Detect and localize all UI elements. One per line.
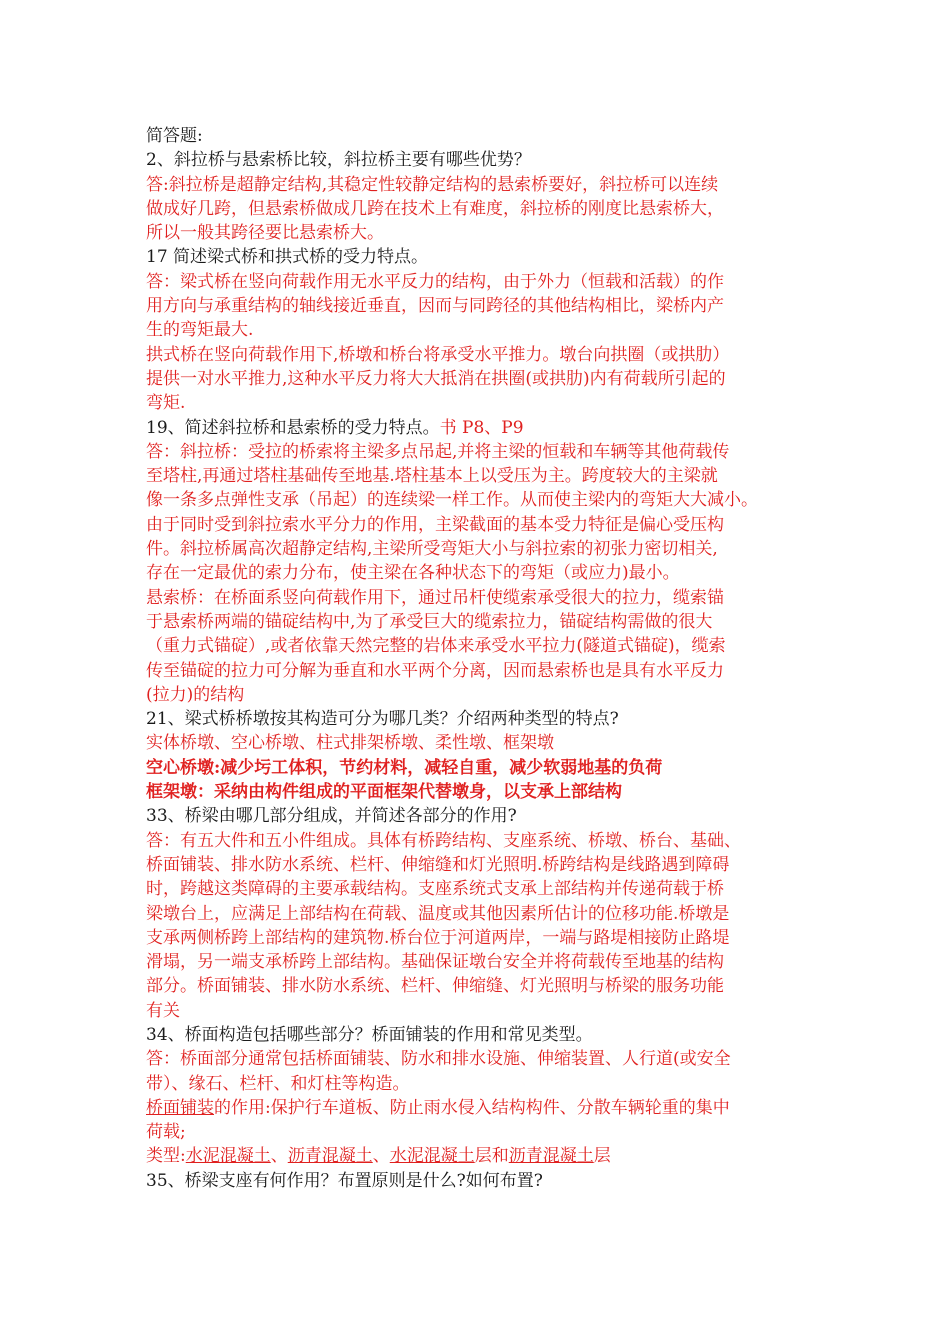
answer-33-line: 支承两侧桥跨上部结构的建筑物.桥台位于河道两岸，一端与路堤相接防止路堤 bbox=[146, 927, 730, 948]
answer-19-line: （重力式锚碇）,或者依靠天然完整的岩体来承受水平拉力(隧道式锚碇)，缆索 bbox=[146, 636, 726, 657]
answer-2-line: 做成好几跨，但悬索桥做成几跨在技术上有难度，斜拉桥的刚度比悬索桥大， bbox=[146, 198, 724, 219]
types-prefix: 类型: bbox=[146, 1146, 186, 1167]
section-heading: 简答题: bbox=[146, 126, 203, 146]
type-separator: 、 bbox=[270, 1146, 288, 1167]
question-21: 21、梁式桥桥墩按其构造可分为哪几类？介绍两种类型的特点? bbox=[146, 709, 619, 730]
answer-19-line: 答：斜拉桥：受拉的桥索将主梁多点吊起,并将主梁的恒载和车辆等其他荷载传 bbox=[146, 441, 730, 462]
answer-17-line: 提供一对水平推力,这种水平反力将大大抵消在拱圈(或拱肋)内有荷载所引起的 bbox=[146, 368, 726, 389]
answer-19-line: 存在一定最优的索力分布，使主梁在各种状态下的弯矩（或应力)最小。 bbox=[146, 563, 680, 584]
answer-2-line: 答:斜拉桥是超静定结构,其稳定性较静定结构的悬索桥要好，斜拉桥可以连续 bbox=[146, 174, 719, 195]
term-deck-pavement: 桥面铺装 bbox=[146, 1097, 214, 1118]
answer-33-line: 桥面铺装、排水防水系统、栏杆、伸缩缝和灯光照明.桥跨结构是线路遇到障碍 bbox=[146, 854, 730, 875]
type-suffix: 层 bbox=[593, 1146, 611, 1167]
question-2: 2、斜拉桥与悬索桥比较，斜拉桥主要有哪些优势？ bbox=[146, 150, 531, 171]
answer-33-line: 部分。桥面铺装、排水防水系统、栏杆、伸缩缝、灯光照明与桥梁的服务功能 bbox=[146, 976, 724, 997]
question-35: 35、桥梁支座有何作用？布置原则是什么?如何布置? bbox=[146, 1170, 543, 1191]
answer-34-types-line bbox=[146, 1144, 818, 1168]
answer-33-line: 答：有五大件和五小件组成。具体有桥跨结构、支座系统、桥墩、桥台、基础、 bbox=[146, 830, 741, 851]
answer-19-line: 至塔柱,再通过塔柱基础传至地基.塔柱基本上以受压为主。跨度较大的主梁就 bbox=[146, 466, 718, 487]
answer-34-role-line bbox=[146, 1096, 818, 1120]
answer-33-line: 滑塌，另一端支承桥跨上部结构。基础保证墩台安全并将荷载传至地基的结构 bbox=[146, 952, 724, 973]
question-34: 34、桥面构造包括哪些部分？桥面铺装的作用和常见类型。 bbox=[146, 1024, 593, 1045]
answer-17-line: 拱式桥在竖向荷载作用下,桥墩和桥台将承受水平推力。墩台向拱圈（或拱肋） bbox=[146, 344, 730, 365]
answer-33-line: 梁墩台上，应满足上部结构在荷载、温度或其他因素所估计的位移功能.桥墩是 bbox=[146, 903, 730, 924]
answer-19-line: 像一条多点弹性支承（吊起）的连续梁一样工作。从而使主梁内的弯矩大大减小。 bbox=[146, 490, 758, 511]
type-asphalt-concrete-layer: 沥青混凝土 bbox=[508, 1146, 594, 1167]
answer-17-line: 生的弯矩最大. bbox=[146, 320, 254, 341]
answer-21-bold-line: 框架墩：采纳由构件组成的平面框架代替墩身，以支承上部结构 bbox=[146, 782, 622, 803]
question-19 bbox=[146, 416, 818, 440]
answer-19-line: 于悬索桥两端的锚碇结构中,为了承受巨大的缆索拉力，锚碇结构需做的很大 bbox=[146, 611, 713, 632]
type-cement-concrete: 水泥混凝土 bbox=[185, 1146, 271, 1167]
answer-34-line: 答：桥面部分通常包括桥面铺装、防水和排水设施、伸缩装置、人行道(或安全 bbox=[146, 1049, 731, 1070]
question-19-text: 19、简述斜拉桥和悬索桥的受力特点。 bbox=[146, 417, 440, 438]
question-17: 17 简述梁式桥和拱式桥的受力特点。 bbox=[146, 247, 429, 268]
answer-34-role-line-cont: 荷载; bbox=[146, 1122, 186, 1143]
answer-33-line: 有关 bbox=[146, 1000, 180, 1021]
answer-17-line: 弯矩. bbox=[146, 393, 186, 414]
answer-17-line: 用方向与承重结构的轴线接近垂直，因而与同跨径的其他结构相比，梁桥内产 bbox=[146, 296, 724, 317]
answer-19-line: (拉力)的结构 bbox=[146, 684, 245, 705]
question-33: 33、桥梁由哪几部分组成，并简述各部分的作用? bbox=[146, 806, 517, 827]
answer-21-line: 实体桥墩、空心桥墩、柱式排架桥墩、柔性墩、框架墩 bbox=[146, 733, 554, 754]
type-joiner: 层和 bbox=[474, 1146, 509, 1167]
answer-19-line: 悬索桥：在桥面系竖向荷载作用下，通过吊杆使缆索承受很大的拉力，缆索锚 bbox=[146, 587, 724, 608]
question-19-reference: 书 P8、P9 bbox=[439, 417, 524, 438]
type-asphalt-concrete: 沥青混凝土 bbox=[287, 1146, 373, 1167]
answer-34-line: 带）、缘石、栏杆、和灯柱等构造。 bbox=[146, 1073, 410, 1094]
answer-2-line: 所以一般其跨径要比悬索桥大。 bbox=[146, 223, 384, 244]
answer-19-line: 由于同时受到斜拉索水平分力的作用，主梁截面的基本受力特征是偏心受压构 bbox=[146, 514, 724, 535]
role-text: 的作用:保护行车道板、防止雨水侵入结构构件、分散车辆轮重的集中 bbox=[214, 1097, 730, 1118]
type-separator: 、 bbox=[372, 1146, 390, 1167]
answer-19-line: 传至锚碇的拉力可分解为垂直和水平两个分离，因而悬索桥也是具有水平反力 bbox=[146, 660, 724, 681]
document-page bbox=[146, 124, 818, 1193]
answer-33-line: 时，跨越这类障碍的主要承载结构。支座系统式支承上部结构并传递荷载于桥 bbox=[146, 879, 724, 900]
answer-19-line: 件。斜拉桥属高次超静定结构,主梁所受弯矩大小与斜拉索的初张力密切相关, bbox=[146, 539, 718, 560]
answer-21-bold-line: 空心桥墩:减少圬工体积，节约材料，减轻自重，减少软弱地基的负荷 bbox=[146, 757, 663, 778]
answer-17-line: 答：梁式桥在竖向荷载作用无水平反力的结构，由于外力（恒载和活载）的作 bbox=[146, 271, 724, 292]
type-cement-concrete-layer: 水泥混凝土 bbox=[389, 1146, 475, 1167]
